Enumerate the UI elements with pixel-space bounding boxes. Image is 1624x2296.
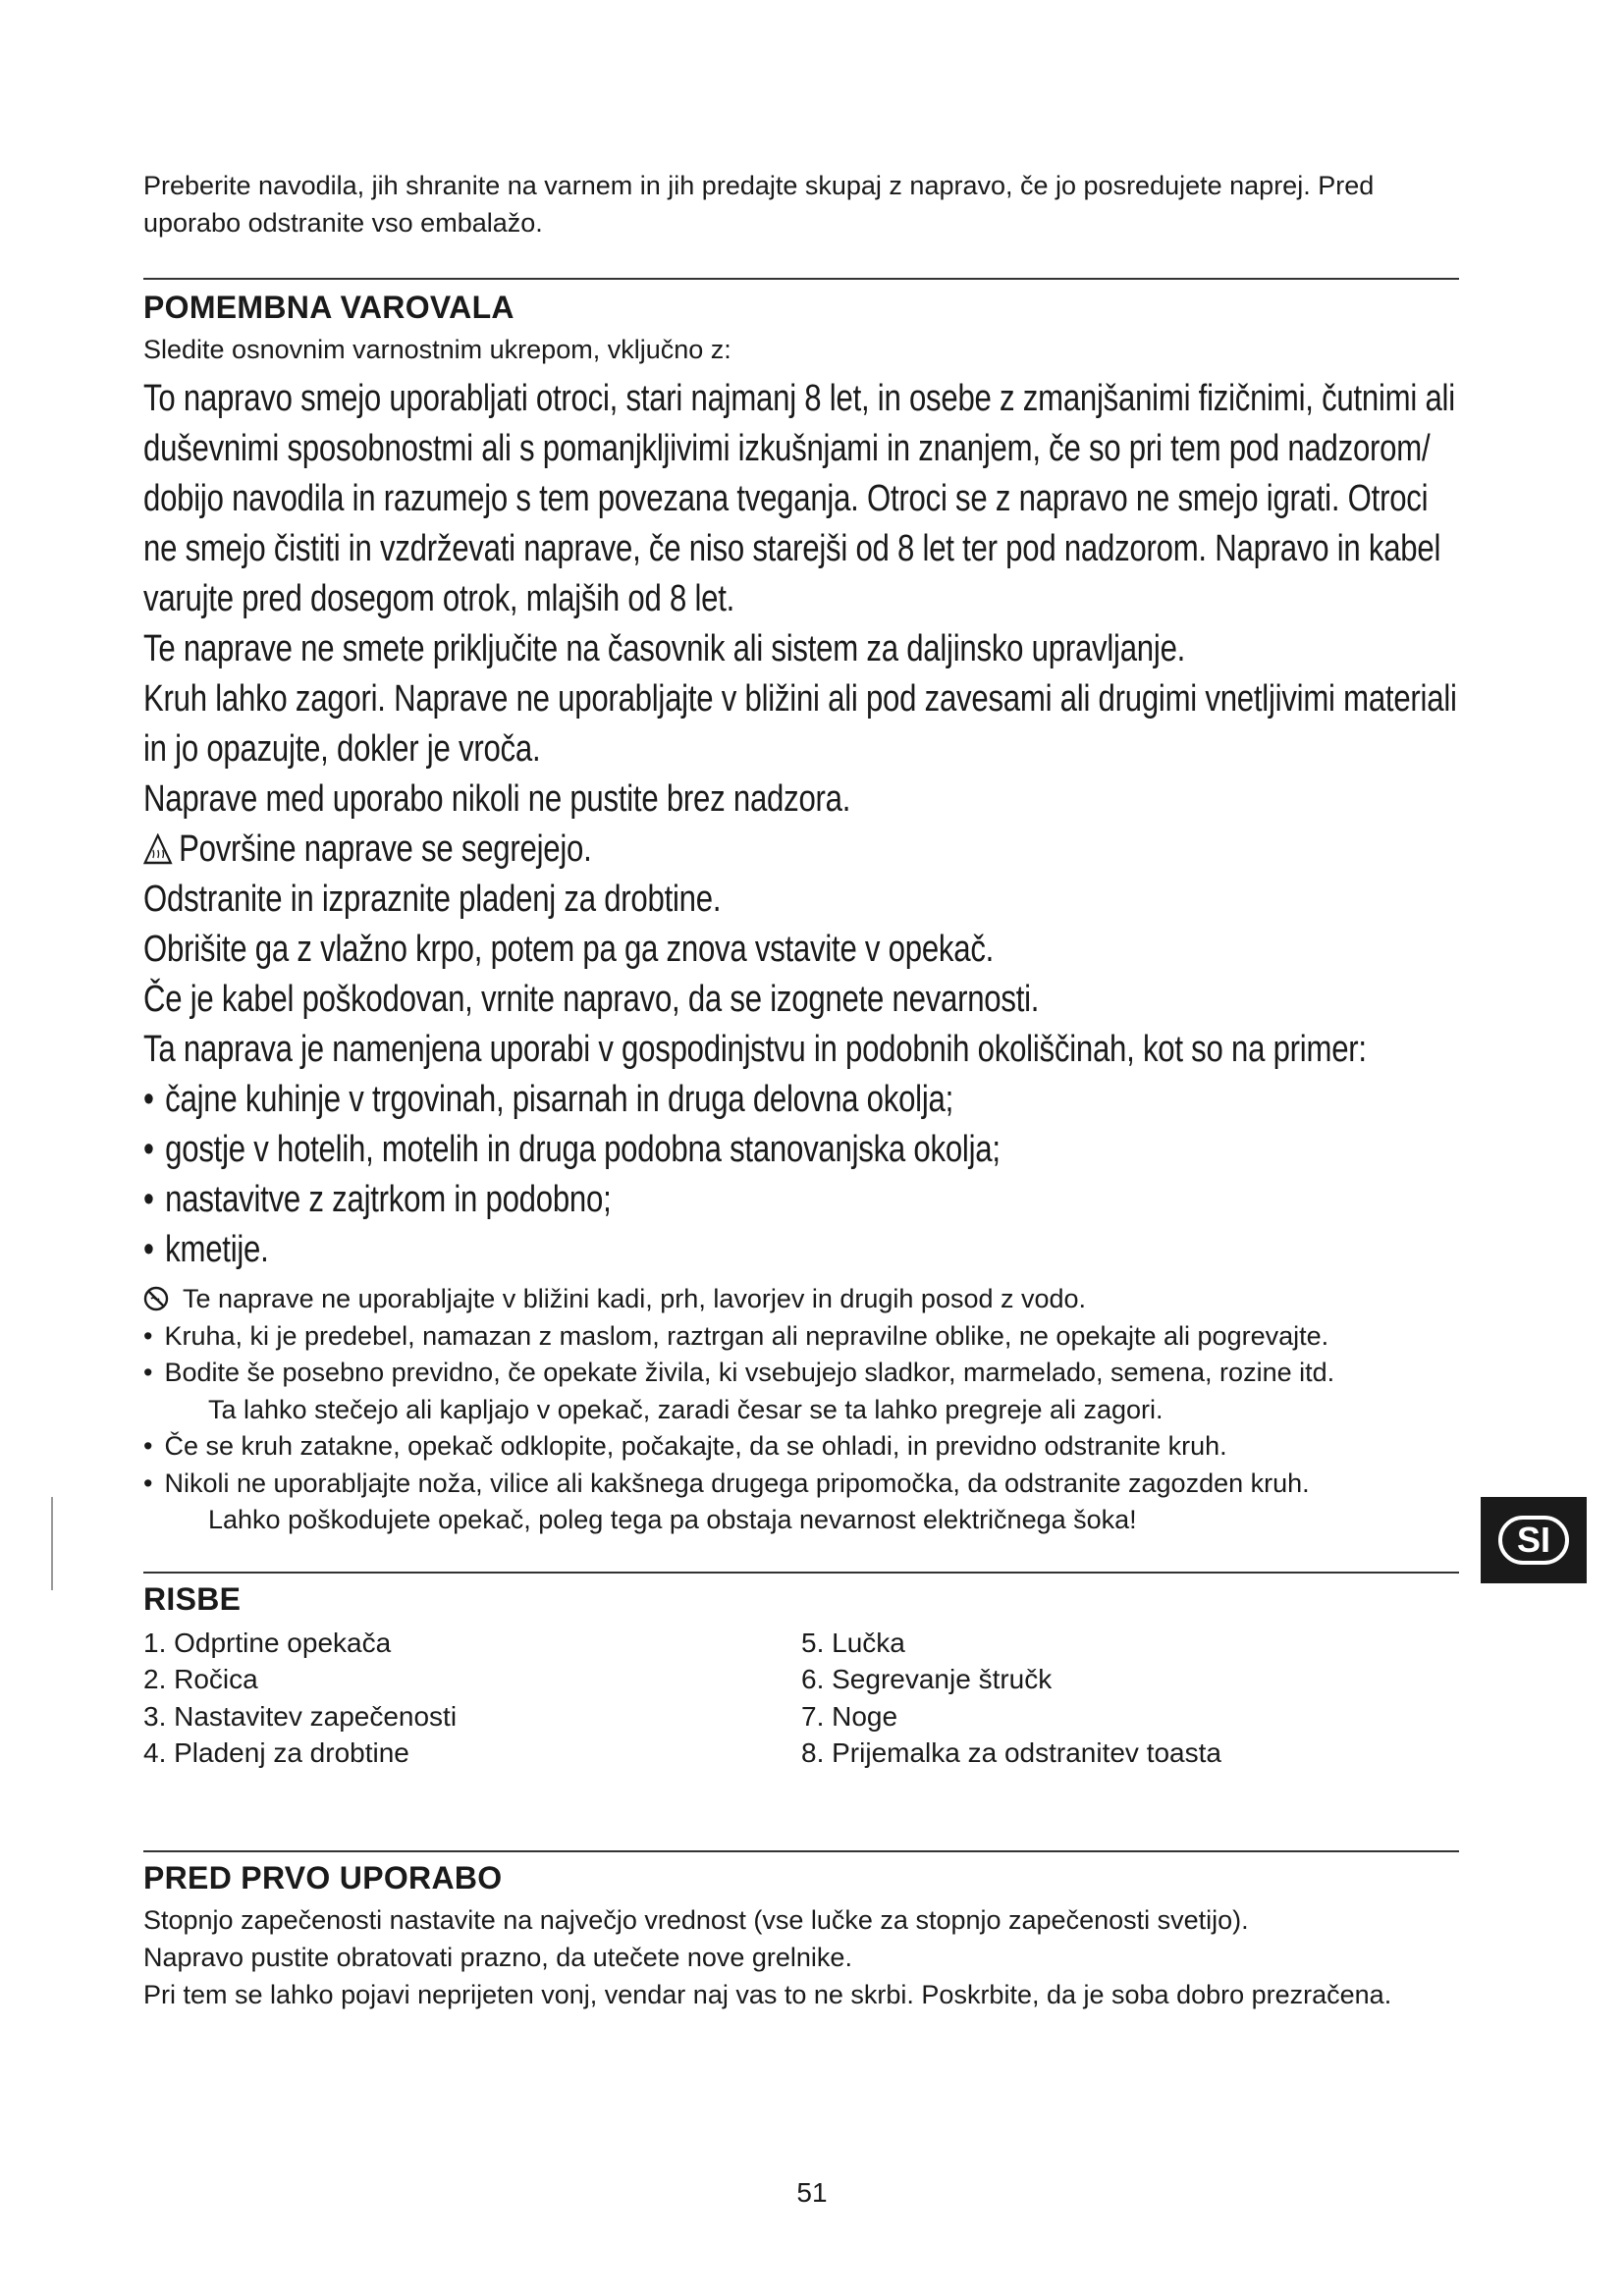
warning-household: Ta naprava je namenjena uporabi v gospodinjstvu in podobnih okoliščinah, kot so na primer: xyxy=(143,1029,1367,1070)
list-item: • Kruha, ki je predebel, namazan z maslom, raztrgan ali nepravilne oblike, ne opekajte ali pogrevajte. xyxy=(143,1318,1459,1356)
section-divider xyxy=(143,1572,1459,1574)
section-title-first-use: PRED PRVO UPORABO xyxy=(143,1859,503,1896)
first-use-line: Napravo pustite obratovati prazno, da utečete nove grelnike. xyxy=(143,1942,852,1972)
list-item: 1. Odprtine opekača xyxy=(143,1627,392,1658)
page-content xyxy=(143,167,1459,2013)
no-water-icon xyxy=(143,1286,169,1311)
first-use-section xyxy=(143,1858,1459,2013)
water-warning-text: Te naprave ne uporabljajte v bližini kadi, prh, lavorjev in drugih posod z vodo. xyxy=(183,1284,1087,1313)
safety-section xyxy=(143,288,1459,1539)
list-item: 4. Pladenj za drobtine xyxy=(143,1737,409,1768)
list-item: • kmetije. xyxy=(143,1225,1460,1275)
list-item: • gostje v hotelih, motelih in druga podobna stanovanjska okolja; xyxy=(143,1125,1460,1175)
list-item: • Nikoli ne uporabljajte noža, vilice ali kakšnega drugega pripomočka, da odstranite zagozden kruh. xyxy=(143,1466,1459,1503)
warning-burn: Kruh lahko zagori. Naprave ne uporabljajte v bližini ali pod zavesami ali drugimi vnetljivimi materiali in jo opazujte, dokler je vroča. xyxy=(143,678,1457,770)
warning-water xyxy=(143,1281,1459,1318)
section-divider xyxy=(143,278,1459,280)
intro-text: Preberite navodila, jih shranite na varnem in jih predajte skupaj z napravo, če jo posredujete naprej. Pred uporabo odstranite vso embalažo. xyxy=(143,171,1375,238)
list-item: • Bodite še posebno previdno, če opekate živila, ki vsebujejo sladkor, marmelado, semena, rozine itd. xyxy=(143,1355,1459,1392)
parts-column-right xyxy=(801,1625,1459,1772)
warning-wipe: Obrišite ga z vlažno krpo, potem pa ga znova vstavite v opekač. xyxy=(143,929,995,970)
section-title-safety: POMEMBNA VAROVALA xyxy=(143,290,514,325)
safety-small-print xyxy=(143,1281,1459,1539)
parts-column-left xyxy=(143,1625,801,1772)
warning-cable: Če je kabel poškodovan, vrnite napravo, da se izognete nevarnosti. xyxy=(143,979,1040,1020)
list-item: 6. Segrevanje štručk xyxy=(801,1664,1053,1694)
list-item: 8. Prijemalka za odstranitev toasta xyxy=(801,1737,1221,1768)
language-badge-label: SI xyxy=(1498,1516,1569,1565)
hot-surfaces-text: Površine naprave se segrejejo. xyxy=(179,828,592,870)
margin-line xyxy=(51,1497,53,1590)
list-item: 5. Lučka xyxy=(801,1627,905,1658)
warning-supervision: Naprave med uporabo nikoli ne pustite brez nadzora. xyxy=(143,778,851,820)
list-item: • nastavitve z zajtrkom in podobno; xyxy=(143,1175,1460,1225)
language-badge xyxy=(1481,1497,1587,1583)
list-item: • Če se kruh zatakne, opekač odklopite, počakajte, da se ohladi, in previdno odstranite kruh. xyxy=(143,1428,1459,1466)
list-item: 3. Nastavitev zapečenosti xyxy=(143,1700,458,1732)
warning-hot-surfaces xyxy=(143,825,1460,875)
section-divider xyxy=(143,1850,1459,1852)
safety-lead: Sledite osnovnim varnostnim ukrepom, vključno z: xyxy=(143,335,731,364)
hot-surface-warning-icon xyxy=(143,833,173,865)
page-number: 51 xyxy=(796,2177,828,2208)
list-item-continuation: Ta lahko stečejo ali kapljajo v opekač, zaradi česar se ta lahko pregreje ali zagori. xyxy=(208,1394,1164,1424)
safety-warnings xyxy=(143,374,1460,1275)
warning-crumb-tray: Odstranite in izpraznite pladenj za drobtine. xyxy=(143,879,722,920)
list-item-continuation: Lahko poškodujete opekač, poleg tega pa obstaja nevarnost električnega šoka! xyxy=(208,1505,1137,1534)
list-item: • čajne kuhinje v trgovinah, pisarnah in druga delovna okolja; xyxy=(143,1075,1460,1125)
first-use-line: Stopnjo zapečenosti nastavite na največjo vrednost (vse lučke za stopnjo zapečenosti svetijo). xyxy=(143,1904,1249,1935)
list-item: 2. Ročica xyxy=(143,1664,258,1694)
warning-timer: Te naprave ne smete priključite na časovnik ali sistem za daljinsko upravljanje. xyxy=(143,628,1186,669)
section-title-drawings: RISBE xyxy=(143,1580,242,1617)
drawings-section xyxy=(143,1579,1459,1772)
first-use-line: Pri tem se lahko pojavi neprijeten vonj, vendar naj vas to ne skrbi. Poskrbite, da je soba dobro prezračena. xyxy=(143,1979,1392,2009)
warning-children: To napravo smejo uporabljati otroci, stari najmanj 8 let, in osebe z zmanjšanimi fizičnimi, čutnimi ali duševnimi sposobnostmi ali s pomanjkljivimi izkušnjami in znanjem, če so pri tem pod nadzorom/ dobijo navodila in razumejo s tem povezana tveganja. Otroci se z napravo ne smejo igrati. Otroci ne smejo čistiti in vzdrževati naprave, če niso starejši od 8 let ter pod nadzorom. Napravo in kabel varujte pred dosegom otrok, mlajših od 8 let. xyxy=(143,378,1455,619)
drawings-parts-list xyxy=(143,1625,1459,1772)
list-item: 7. Noge xyxy=(801,1700,898,1732)
